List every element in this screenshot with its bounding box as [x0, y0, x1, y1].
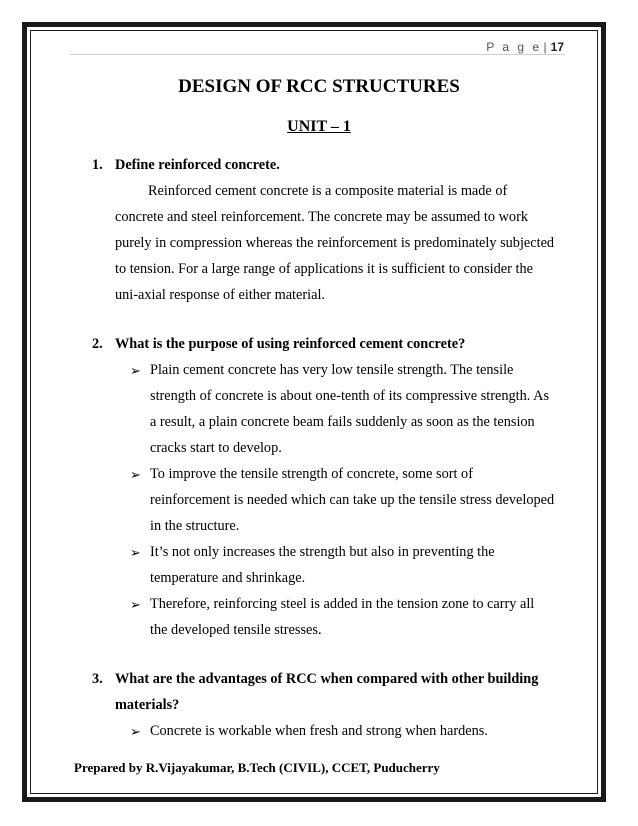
q2-bullet-line: a result, a plain concrete beam fails suddenly as soon as the tension — [150, 414, 535, 430]
q2-bullet-line: Plain cement concrete has very low tensile strength. The tensile — [150, 362, 514, 378]
arrow-bullet-icon: ➢ — [130, 363, 141, 378]
q2-question: What is the purpose of using reinforced cement concrete? — [115, 336, 466, 352]
page-number: 17 — [550, 40, 564, 54]
q3-bullet-line: Concrete is workable when fresh and strong when hardens. — [150, 723, 488, 739]
page-label: P a g e — [486, 40, 542, 54]
q1-question: Define reinforced concrete. — [115, 157, 280, 173]
q1-answer-line: Reinforced cement concrete is a composite material is made of — [148, 183, 508, 199]
q2-bullet-line: the developed tensile stresses. — [150, 622, 322, 638]
q2-bullet-line: It’s not only increases the strength but also in preventing the — [150, 544, 495, 560]
footer-credit: Prepared by R.Vijayakumar, B.Tech (CIVIL), CCET, Puducherry — [74, 760, 440, 775]
document-title — [0, 76, 638, 98]
q2-bullet-line: strength of concrete is about one-tenth of its compressive strength. As — [150, 388, 550, 404]
q2-bullet-line: cracks start to develop. — [150, 440, 282, 456]
header-rule — [70, 54, 565, 55]
unit-heading: UNIT – 1 — [287, 118, 351, 135]
q1-answer-line: concrete and steel reinforcement. The concrete may be assumed to work — [115, 209, 528, 225]
document-title-text: DESIGN OF RCC STRUCTURES — [178, 76, 460, 97]
page-separator: | — [543, 40, 547, 54]
q2-bullet-line: reinforcement is needed which can take up the tensile stress developed — [150, 492, 555, 508]
q3-question-line: materials? — [115, 697, 180, 713]
q3-number: 3. — [92, 671, 103, 687]
q1-answer-line: uni-axial response of either material. — [115, 287, 325, 303]
q2-number: 2. — [92, 336, 103, 352]
q1-answer-line: purely in compression whereas the reinforcement is predominately subjected — [115, 235, 555, 251]
arrow-bullet-icon: ➢ — [130, 545, 141, 560]
q2-bullet-line: Therefore, reinforcing steel is added in the tension zone to carry all — [150, 596, 535, 612]
arrow-bullet-icon: ➢ — [130, 597, 141, 612]
q1-number: 1. — [92, 157, 103, 173]
arrow-bullet-icon: ➢ — [130, 724, 141, 739]
arrow-bullet-icon: ➢ — [130, 467, 141, 482]
q3-question-line: What are the advantages of RCC when compared with other building — [115, 671, 539, 687]
q2-bullet-line: temperature and shrinkage. — [150, 570, 306, 586]
q1-answer-line: to tension. For a large range of applications it is sufficient to consider the — [115, 261, 533, 277]
q2-bullet-line: To improve the tensile strength of concrete, some sort of — [150, 466, 473, 482]
q2-bullet-line: in the structure. — [150, 518, 240, 534]
page-number-header — [486, 40, 564, 54]
